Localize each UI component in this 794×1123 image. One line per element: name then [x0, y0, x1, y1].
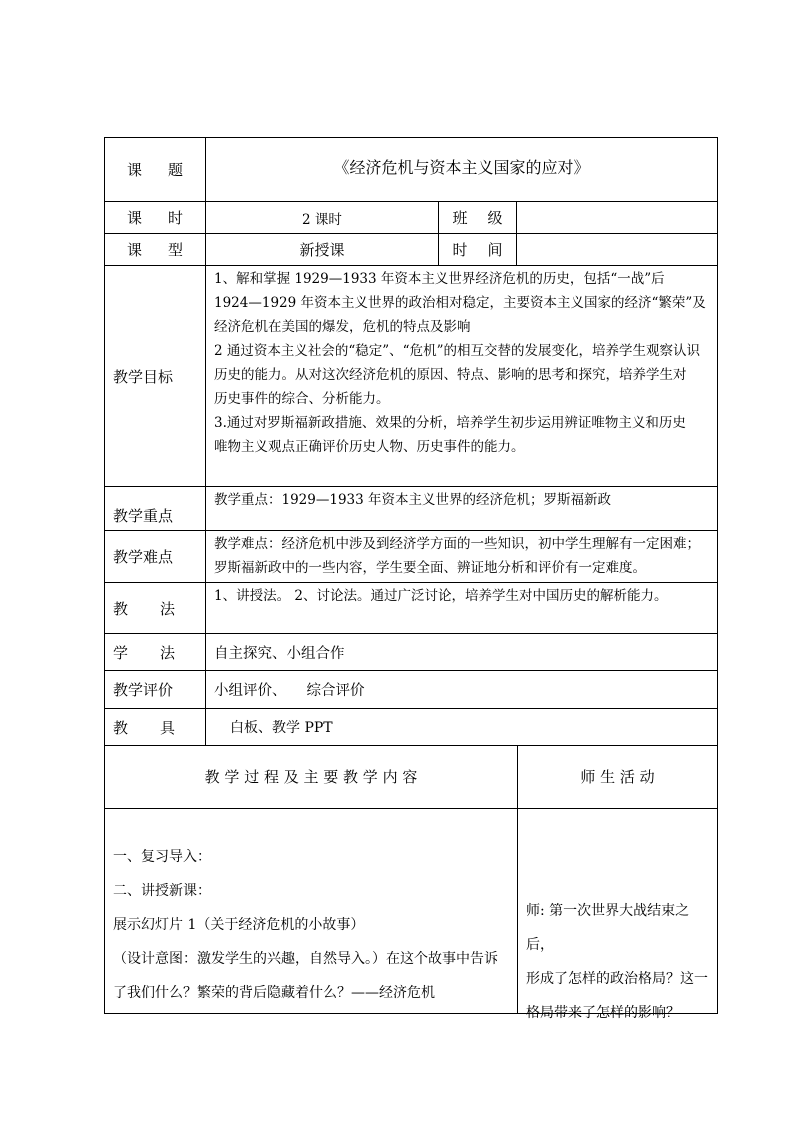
process-line: 了我们什么？繁荣的背后隐藏着什么？——经济危机 — [113, 985, 435, 1001]
type-value: 新授课 — [206, 234, 439, 265]
key-points-text: 教学重点：1929—1933 年资本主义世界的经济危机；罗斯福新政 — [214, 492, 612, 508]
difficulties-line: 教学难点：经济危机中涉及到经济学方面的一些知识，初中学生理解有一定困难； — [214, 536, 700, 552]
row-teaching-method — [105, 583, 717, 634]
teaching-method-text: 1、讲授法。 2、讨论法。通过广泛讨论，培养学生对中国历史的解析能力。 — [214, 588, 668, 604]
row-tools — [105, 709, 717, 746]
row-key-points — [105, 487, 717, 531]
class-value — [517, 202, 717, 233]
goals-line: 3.通过对罗斯福新政措施、效果的分析，培养学生初步运用辨证唯物主义和历史 — [214, 415, 686, 431]
row-process-content — [105, 809, 717, 1021]
process-content-right — [518, 809, 717, 1021]
goals-text — [206, 266, 717, 486]
goals-line: 历史的能力。从对这次经济危机的原因、特点、影响的思考和探究，培养学生对 — [214, 367, 687, 383]
difficulties-line: 罗斯福新政中的一些内容，学生要全面、辨证地分析和评价有一定难度。 — [214, 560, 646, 576]
process-header-right: 师 生 活 动 — [580, 767, 655, 786]
goals-line: 经济危机在美国的爆发，危机的特点及影响 — [214, 319, 471, 335]
process-line: 二、讲授新课： — [113, 883, 211, 899]
topic-value: 《经济危机与资本主义国家的应对》 — [333, 158, 590, 177]
process-header-left: 教 学 过 程 及 主 要 教 学 内 容 — [105, 746, 518, 808]
process-line: 展示幻灯片 1（关于经济危机的小故事） — [113, 917, 365, 933]
row-learning-method — [105, 634, 717, 671]
difficulties-text — [206, 531, 717, 582]
tools-label: 教 具 — [105, 709, 206, 745]
time-value — [517, 234, 717, 265]
row-evaluation — [105, 671, 717, 709]
activity-line: 师: 第一次世界大战结束之后， — [526, 903, 690, 953]
goals-label: 教学目标 — [105, 266, 206, 486]
process-line: 一、复习导入： — [113, 849, 211, 865]
teaching-method-label: 教 法 — [105, 583, 206, 633]
difficulties-label: 教学难点 — [105, 531, 206, 582]
time-label: 时 间 — [439, 234, 517, 265]
type-label: 课 型 — [105, 234, 206, 265]
evaluation-label: 教学评价 — [105, 671, 206, 708]
goals-line: 1924—1929 年资本主义世界的政治相对稳定，主要资本主义国家的经济“繁荣”及 — [214, 295, 706, 311]
topic-label: 课 题 — [105, 138, 206, 201]
lesson-plan-table — [104, 137, 718, 1021]
row-process-header — [105, 746, 717, 809]
goals-line: 历史事件的综合、分析能力。 — [214, 391, 390, 407]
learning-method-text: 自主探究、小组合作 — [214, 645, 345, 662]
row-difficulties — [105, 531, 717, 583]
goals-line: 1、解和掌握 1929—1933 年资本主义世界经济危机的历史，包括“一战”后 — [214, 271, 665, 287]
class-label: 班 级 — [439, 202, 517, 233]
activity-line: 格局带来了怎样的影响？ — [526, 1005, 680, 1021]
goals-line: 2 通过资本主义社会的“稳定”、“危机”的相互交替的发展变化，培养学生观察认识 — [214, 343, 700, 359]
row-goals — [105, 266, 717, 487]
hours-value: 2 课时 — [206, 202, 439, 233]
hours-label: 课 时 — [105, 202, 206, 233]
activity-line: 形成了怎样的政治格局？这一 — [526, 971, 708, 987]
goals-line: 唯物主义观点正确评价历史人物、历史事件的能力。 — [214, 439, 525, 455]
learning-method-label: 学 法 — [105, 634, 206, 670]
process-content-left — [105, 809, 518, 1013]
evaluation-text: 小组评价、 综合评价 — [214, 683, 365, 699]
tools-text: 白板、教学 PPT — [230, 720, 333, 736]
row-type — [105, 234, 717, 266]
row-hours — [105, 202, 717, 234]
row-topic — [105, 138, 717, 202]
process-line: （设计意图：激发学生的兴趣，自然导入。）在这个故事中告诉 — [113, 951, 498, 967]
key-points-label: 教学重点 — [105, 487, 206, 530]
